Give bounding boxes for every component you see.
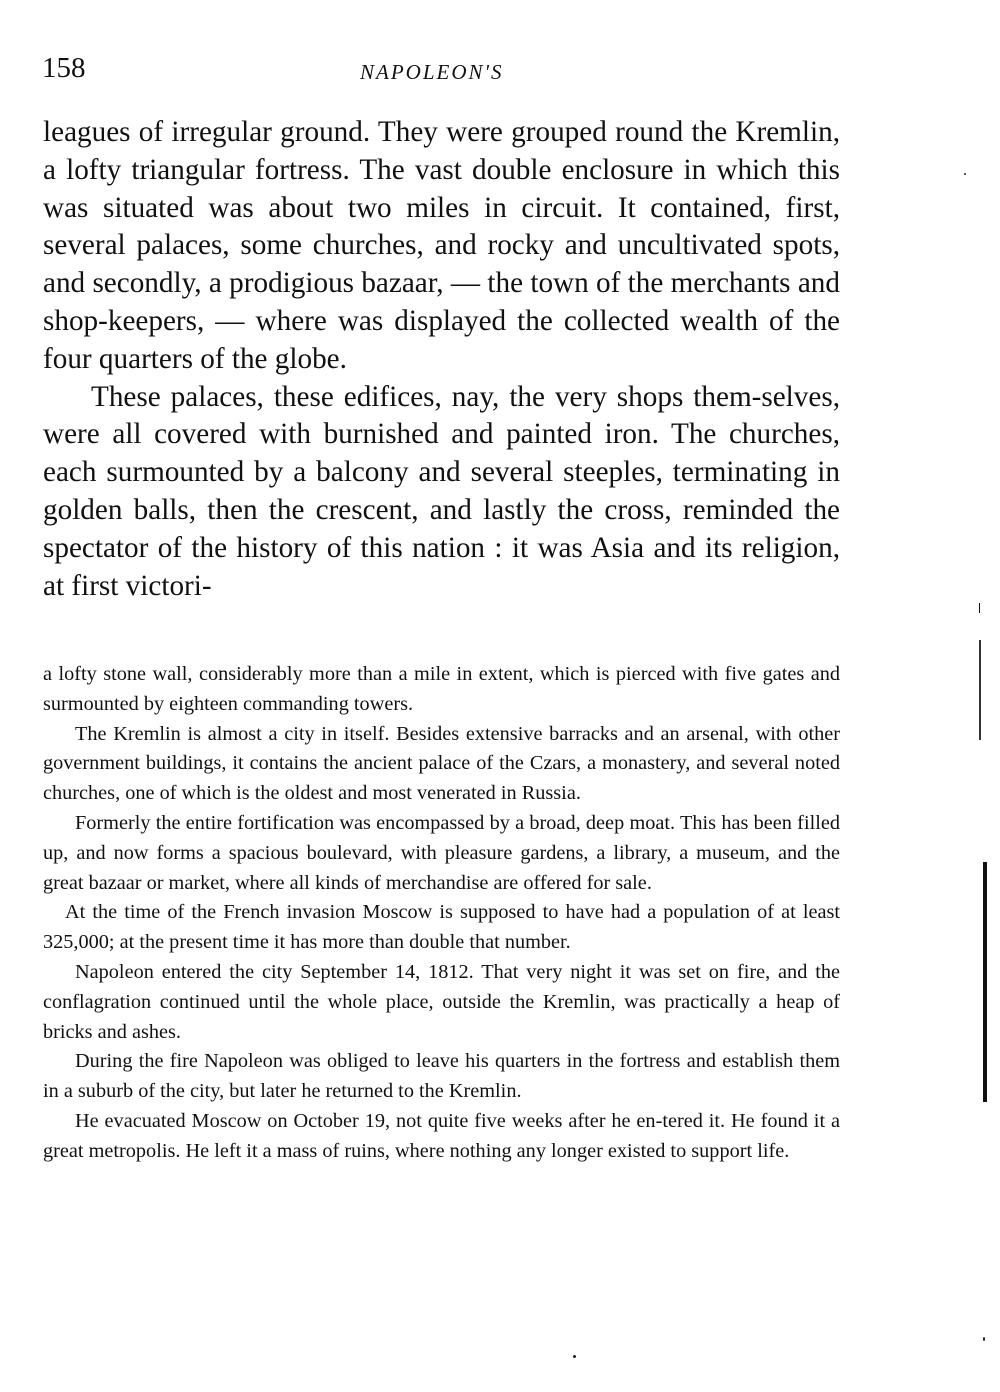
footnote-paragraph: Napoleon entered the city September 14, 1812. That very night it was set on fire, and the conflagration continued until the whole place, outside the Kremlin, was practically a heap of bricks and ashes. — [43, 960, 840, 1043]
scan-artifact-line — [979, 603, 980, 613]
scan-artifact-line — [983, 862, 987, 1102]
body-paragraph: These palaces, these edifices, nay, the very shops them-selves, were all covered with burnished and painted iron. The churches, each surmounted by a balcony and several steeples, terminating in golden balls, then the crescent, and lastly the cross, reminded the spectator of the history of this nation : it was Asia and its religion, at first victori- — [43, 380, 840, 602]
page-header — [42, 52, 842, 92]
footnote-paragraph: He evacuated Moscow on October 19, not quite five weeks after he en-tered it. He found it a great metropolis. He left it a mass of ruins, where nothing any longer existed to support life. — [43, 1109, 840, 1162]
footnote-paragraph: At the time of the French invasion Moscow is supposed to have had a population of at least 325,000; at the present time it has more than double that number. — [43, 901, 840, 954]
footnote-paragraph: During the fire Napoleon was obliged to leave his quarters in the fortress and establish them in a suburb of the city, but later he returned to the Kremlin. — [43, 1050, 840, 1103]
body-paragraph-continued: leagues of irregular ground. They were grouped round the Kremlin, a lofty triangular fortress. The vast double enclosure in which this was situated was about two miles in circuit. It contained, first, several palaces, some churches, and rocky and uncultivated spots, and secondly, a prodigious bazaar, — the town of the merchants and shop-keepers, — where was displayed the collected wealth of the four quarters of the globe. — [43, 116, 840, 375]
running-head: NAPOLEON'S — [360, 60, 504, 84]
footnote-paragraph: Formerly the entire fortification was encompassed by a broad, deep moat. This has been filled up, and now forms a spacious boulevard, with pleasure gardens, a library, a museum, and the great bazaar or market, where all kinds of merchandise are offered for sale. — [43, 811, 840, 894]
footnotes — [43, 660, 840, 1167]
footnote-paragraph: The Kremlin is almost a city in itself. Besides extensive barracks and an arsenal, with other government buildings, it contains the ancient palace of the Czars, a monastery, and several noted churches, one of which is the oldest and most venerated in Russia. — [43, 722, 840, 805]
scan-artifact-dot — [964, 173, 966, 175]
scan-artifact-line — [979, 640, 981, 740]
scan-artifact-dot — [983, 1337, 985, 1341]
scan-artifact-dot — [573, 1355, 576, 1358]
footnote-paragraph-continued: a lofty stone wall, considerably more than a mile in extent, which is pierced with five gates and surmounted by eighteen commanding towers. — [43, 663, 840, 715]
main-text — [43, 114, 840, 605]
page-number: 158 — [42, 52, 86, 84]
